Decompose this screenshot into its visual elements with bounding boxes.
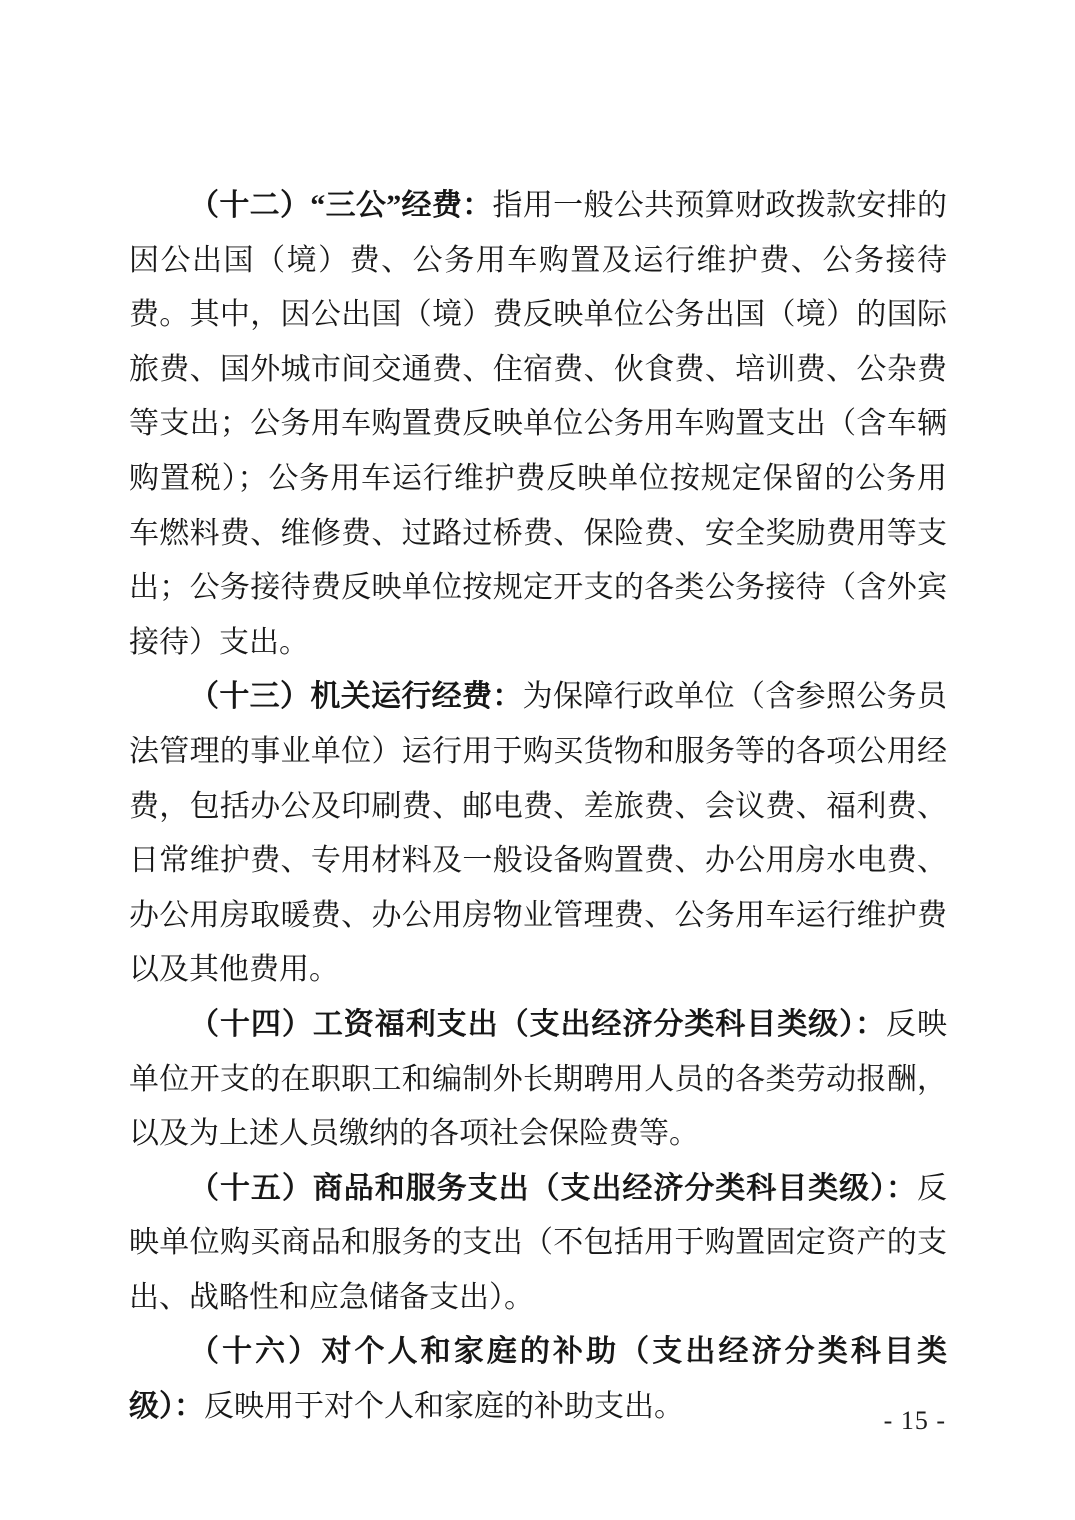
paragraph-term-13 [129, 670, 947, 998]
document-body [129, 179, 947, 1435]
paragraph-term-15 [129, 1162, 947, 1326]
paragraph-term-16-body: 反映用于对个人和家庭的补助支出。 [204, 1390, 684, 1424]
paragraph-term-14-lead: （十四）工资福利支出（支出经济分类科目类级）： [189, 1007, 887, 1041]
paragraph-term-15-lead: （十五）商品和服务支出（支出经济分类科目类级）： [189, 1171, 917, 1205]
paragraph-term-13-lead: （十三）机关运行经费： [189, 680, 523, 714]
paragraph-term-12 [129, 179, 947, 670]
paragraph-term-16 [129, 1325, 947, 1434]
paragraph-term-12-body: 指用一般公共预算财政拨款安排的因公出国（境）费、公务用车购置及运行维护费、公务接待费。其中，因公出国（境）费反映单位公务出国（境）的国际旅费、国外城市间交通费、住宿费、伙食费、培训费、公杂费等支出；公务用车购置费反映单位公务用车购置支出（含车辆购置税）；公务用车运行维护费反映单位按规定保留的公务用车燃料费、维修费、过路过桥费、保险费、安全奖励费用等支出；公务接待费反映单位按规定开支的各类公务接待（含外宾接待）支出。 [129, 189, 948, 659]
paragraph-term-14-body: 反映单位开支的在职职工和编制外长期聘用人员的各类劳动报酬，以及为上述人员缴纳的各项社会保险费等。 [129, 1007, 948, 1151]
paragraph-term-14 [129, 998, 947, 1162]
paragraph-term-16-lead: （十六）对个人和家庭的补助（支出经济分类科目类级）： [129, 1335, 947, 1424]
paragraph-term-15-body: 反映单位购买商品和服务的支出（不包括用于购置固定资产的支出、战略性和应急储备支出）。 [129, 1171, 947, 1314]
paragraph-term-13-body: 为保障行政单位（含参照公务员法管理的事业单位）运行用于购买货物和服务等的各项公用经费，包括办公及印刷费、邮电费、差旅费、会议费、福利费、日常维护费、专用材料及一般设备购置费、办公用房水电费、办公用房取暖费、办公用房物业管理费、公务用车运行维护费以及其他费用。 [129, 680, 948, 987]
page-number: - 15 - [883, 1406, 946, 1435]
paragraph-term-12-lead: （十二）“三公”经费： [189, 189, 493, 222]
